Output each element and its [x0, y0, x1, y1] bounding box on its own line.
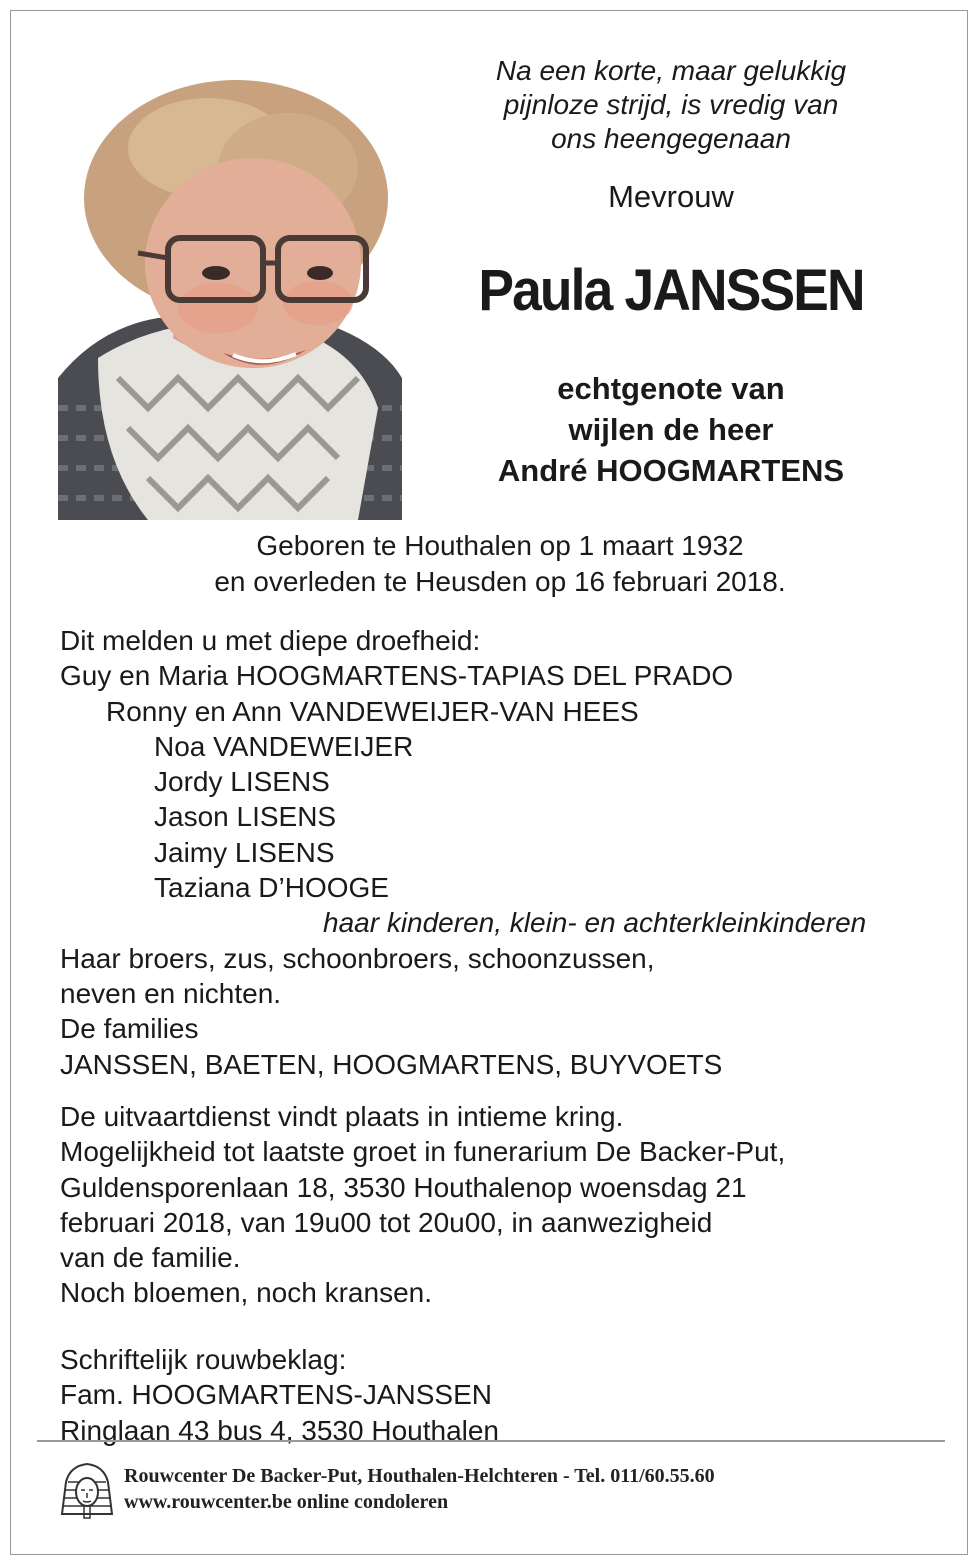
relatives-line: JANSSEN, BAETEN, HOOGMARTENS, BUYVOETS	[60, 1048, 723, 1080]
great-grandchild: Taziana D’HOOGE	[154, 872, 389, 904]
relatives-line: neven en nichten.	[60, 977, 282, 1009]
family-summary: haar kinderen, klein- en achterkleinkinderen	[323, 907, 867, 939]
spouse-line: André HOOGMARTENS	[497, 453, 845, 488]
children-line: Guy en Maria HOOGMARTENS-TAPIAS DEL PRADO	[60, 660, 734, 692]
intro-line: ons heengegenaan	[551, 123, 791, 154]
condolence-line: Ringlaan 43 bus 4, 3530 Houthalen	[60, 1414, 500, 1446]
condolence-block	[60, 1342, 499, 1448]
deceased-name: Paula JANSSEN	[478, 258, 864, 323]
spouse-line: echtgenote van	[557, 371, 785, 406]
ceremony-line: van de familie.	[60, 1242, 241, 1274]
great-grandchild: Jason LISENS	[154, 801, 337, 833]
pharaoh-head-icon	[60, 1462, 114, 1520]
great-grandchild: Noa VANDEWEIJER	[154, 730, 414, 762]
great-grandchild: Jordy LISENS	[154, 766, 330, 798]
footer-divider	[37, 1440, 945, 1442]
great-grandchild: Jaimy LISENS	[154, 836, 335, 868]
death-line: en overleden te Heusden op 16 februari 2018.	[214, 566, 786, 597]
ceremony-line: Mogelijkheid tot laatste groet in funerarium De Backer-Put,	[60, 1136, 786, 1168]
relatives-line: Haar broers, zus, schoonbroers, schoonzussen,	[60, 942, 655, 974]
spouse-line: wijlen de heer	[568, 412, 774, 447]
salutation: Mevrouw	[608, 179, 734, 214]
intro-text	[440, 54, 902, 156]
spouse-block	[440, 368, 902, 491]
intro-line: pijnloze strijd, is vredig van	[503, 89, 839, 120]
announcers-intro: Dit melden u met diepe droefheid:	[60, 625, 481, 656]
ceremony-line: De uitvaartdienst vindt plaats in intieme kring.	[60, 1101, 624, 1132]
ceremony-line: februari 2018, van 19u00 tot 20u00, in aanwezigheid	[60, 1206, 713, 1238]
portrait-photo	[58, 78, 402, 520]
announcers-block	[60, 623, 866, 1082]
funeral-home-contact: Rouwcenter De Backer-Put, Houthalen-Helchteren - Tel. 011/60.55.60	[124, 1465, 715, 1487]
funeral-home-website[interactable]: www.rouwcenter.be online condoleren	[124, 1491, 449, 1513]
condolence-line: Schriftelijk rouwbeklag:	[60, 1344, 347, 1375]
condolence-line: Fam. HOOGMARTENS-JANSSEN	[60, 1379, 492, 1411]
funeral-home-info	[124, 1463, 715, 1515]
ceremony-block	[60, 1099, 785, 1311]
birth-line: Geboren te Houthalen op 1 maart 1932	[256, 530, 744, 561]
ceremony-line: Guldensporenlaan 18, 3530 Houthalenop woensdag 21	[60, 1171, 747, 1203]
birth-death-info	[60, 528, 940, 600]
grandchildren-line: Ronny en Ann VANDEWEIJER-VAN HEES	[106, 695, 639, 727]
ceremony-line: Noch bloemen, noch kransen.	[60, 1277, 432, 1309]
relatives-line: De families	[60, 1013, 199, 1045]
intro-line: Na een korte, maar gelukkig	[495, 55, 847, 86]
